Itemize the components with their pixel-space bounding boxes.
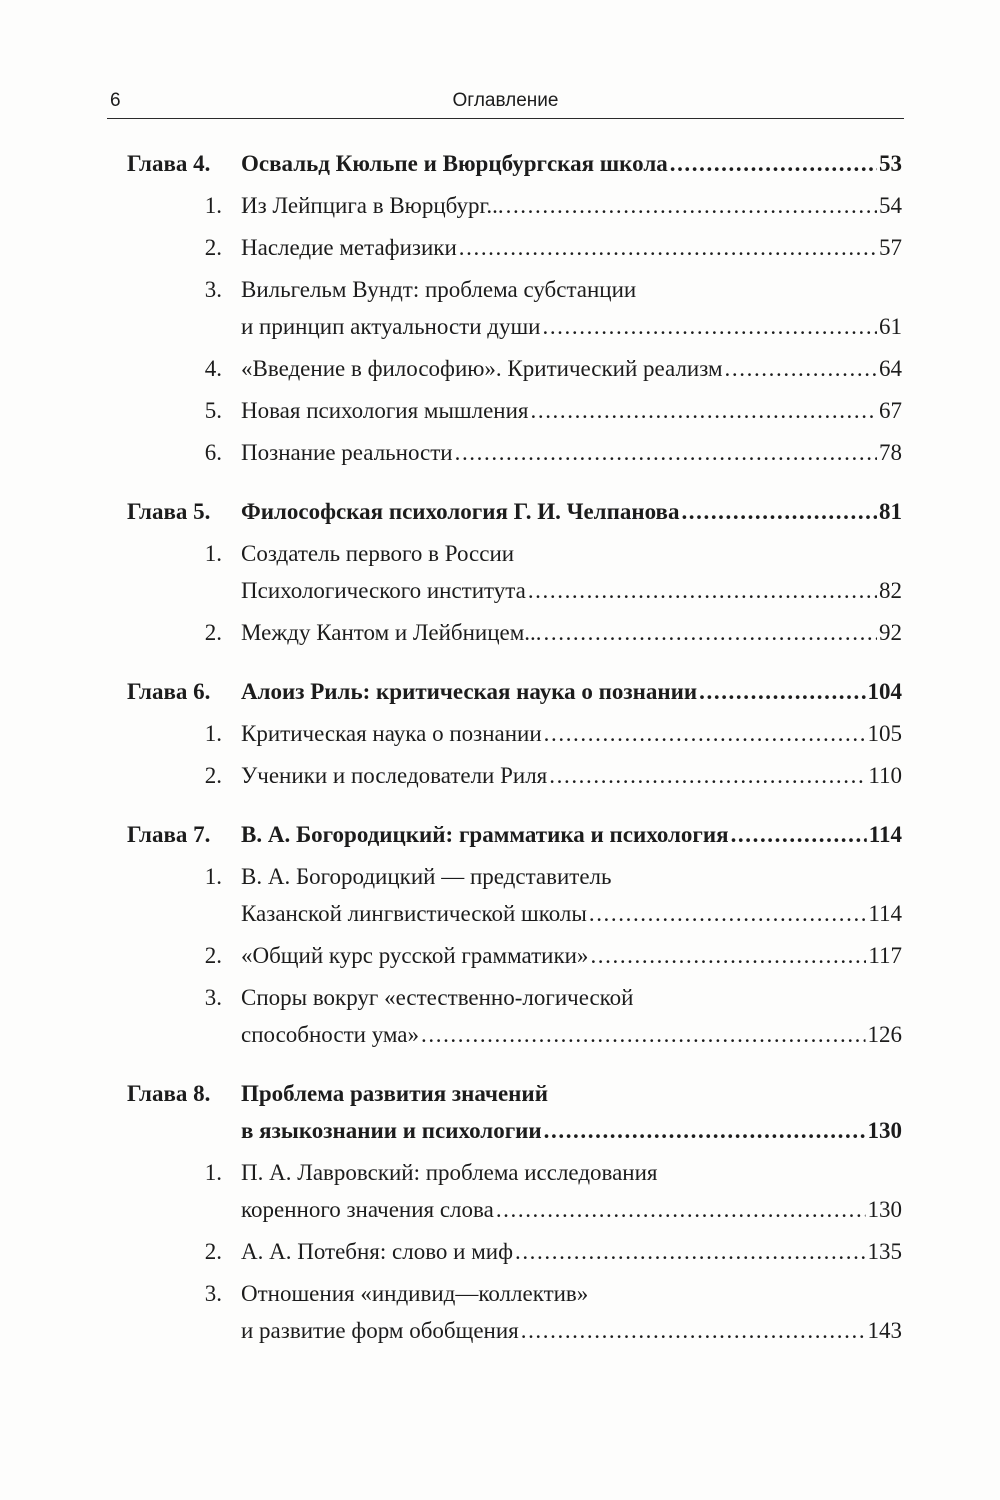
section-number: 3. <box>204 1281 222 1306</box>
dot-leader <box>528 572 877 609</box>
section-title: Из Лейпцига в Вюрцбург... <box>241 193 504 218</box>
chapter-8-entry <box>127 1075 902 1149</box>
section-page: 54 <box>879 193 902 218</box>
section-title-line: и принцип актуальности души <box>241 314 541 339</box>
dot-leader <box>544 715 866 752</box>
section-page: 82 <box>879 578 902 603</box>
section-title-line: способности ума» <box>241 1022 420 1047</box>
section-entry <box>127 1233 902 1270</box>
dot-leader <box>590 937 866 974</box>
section-entry <box>127 187 902 224</box>
section-entry <box>127 229 902 266</box>
chapter-title: Философская психология Г. И. Челпанова <box>241 499 680 524</box>
page-number: 6 <box>110 90 121 111</box>
dot-leader <box>459 229 877 266</box>
section-entry <box>127 535 902 609</box>
section-entry <box>127 937 902 974</box>
dot-leader <box>725 350 877 387</box>
section-title: А. А. Потебня: слово и миф <box>241 1239 513 1264</box>
dot-leader <box>455 434 877 471</box>
section-number: 6. <box>204 440 222 465</box>
section-page: 61 <box>879 314 902 339</box>
chapter-title: Освальд Кюльпе и Вюрцбургская школа <box>241 151 668 176</box>
chapter-number: Глава 8. <box>127 1081 211 1106</box>
section-entry <box>127 979 902 1053</box>
chapter-page: 114 <box>868 822 902 847</box>
dot-leader <box>496 1191 866 1228</box>
section-page: 64 <box>879 356 902 381</box>
chapter-page: 81 <box>879 499 902 524</box>
chapter-page: 53 <box>879 151 902 176</box>
section-title-line: Психологического института <box>241 578 526 603</box>
section-number: 5. <box>204 398 222 423</box>
section-title-line: П. А. Лавровский: проблема исследования <box>241 1160 658 1185</box>
dot-leader <box>506 187 877 224</box>
section-number: 3. <box>204 277 222 302</box>
dot-leader <box>589 895 866 932</box>
running-head-title: Оглавление <box>452 90 559 111</box>
section-number: 1. <box>204 541 222 566</box>
section-title: Наследие метафизики <box>241 235 457 260</box>
section-entry <box>127 858 902 932</box>
section-title-line: Споры вокруг «естественно-логической <box>241 985 634 1010</box>
section-number: 1. <box>204 864 222 889</box>
section-title: Критическая наука о познании <box>241 721 542 746</box>
section-number: 3. <box>204 985 222 1010</box>
section-title-line: Отношения «индивид—коллектив» <box>241 1281 589 1306</box>
section-number: 2. <box>204 1239 222 1264</box>
dot-leader <box>549 757 866 794</box>
dot-leader <box>731 816 867 853</box>
dot-leader <box>681 493 877 530</box>
chapter-number: Глава 4. <box>127 151 211 176</box>
section-title-line: Казанской лингвистической школы <box>241 901 587 926</box>
chapter-title: В. А. Богородицкий: грамматика и психология <box>241 822 729 847</box>
section-title: «Общий курс русской грамматики» <box>241 943 589 968</box>
section-number: 4. <box>204 356 222 381</box>
section-title-line: В. А. Богородицкий — представитель <box>241 864 612 889</box>
section-page: 105 <box>867 721 902 746</box>
section-number: 2. <box>204 943 222 968</box>
section-page: 117 <box>868 943 902 968</box>
dot-leader <box>515 1233 866 1270</box>
section-entry <box>127 434 902 471</box>
dot-leader <box>670 145 877 182</box>
section-page: 78 <box>879 440 902 465</box>
section-entry <box>127 614 902 651</box>
chapter-7-entry <box>127 816 902 853</box>
section-title: Ученики и последователи Риля <box>241 763 548 788</box>
section-number: 1. <box>204 721 222 746</box>
section-entry <box>127 1154 902 1228</box>
section-title: Между Кантом и Лейбницем... <box>241 620 542 645</box>
section-title-line: Создатель первого в России <box>241 541 515 566</box>
section-number: 1. <box>204 193 222 218</box>
dot-leader <box>531 392 878 429</box>
section-entry <box>127 715 902 752</box>
dot-leader <box>521 1312 866 1349</box>
section-page: 92 <box>879 620 902 645</box>
section-title-line: и развитие форм обобщения <box>241 1318 519 1343</box>
chapter-page: 130 <box>867 1118 902 1143</box>
section-number: 2. <box>204 235 222 260</box>
chapter-number: Глава 7. <box>127 822 211 847</box>
dot-leader <box>544 1112 866 1149</box>
chapter-5-entry <box>127 493 902 530</box>
section-entry <box>127 271 902 345</box>
dot-leader <box>699 673 865 710</box>
table-of-contents <box>127 145 902 1349</box>
chapter-4-entry <box>127 145 902 182</box>
dot-leader <box>542 308 877 345</box>
section-page: 135 <box>867 1239 902 1264</box>
chapter-title-line: в языкознании и психологии <box>241 1118 542 1143</box>
section-entry <box>127 350 902 387</box>
chapter-number: Глава 5. <box>127 499 211 524</box>
section-title-line: Вильгельм Вундт: проблема субстанции <box>241 277 637 302</box>
section-number: 2. <box>204 763 222 788</box>
section-page: 57 <box>879 235 902 260</box>
section-page: 114 <box>868 901 902 926</box>
section-page: 126 <box>867 1022 902 1047</box>
section-entry <box>127 757 902 794</box>
section-page: 67 <box>879 398 902 423</box>
section-title-line: коренного значения слова <box>241 1197 494 1222</box>
chapter-page: 104 <box>867 679 902 704</box>
section-number: 2. <box>204 620 222 645</box>
chapter-6-entry <box>127 673 902 710</box>
section-number: 1. <box>204 1160 222 1185</box>
section-title: Познание реальности <box>241 440 453 465</box>
chapter-title: Алоиз Риль: критическая наука о познании <box>241 679 698 704</box>
chapter-title-line: Проблема развития значений <box>241 1081 548 1106</box>
section-title: «Введение в философию». Критический реализм <box>241 356 723 381</box>
dot-leader <box>544 614 877 651</box>
section-page: 143 <box>867 1318 902 1343</box>
section-page: 110 <box>868 763 902 788</box>
section-entry <box>127 392 902 429</box>
running-head <box>107 88 904 119</box>
dot-leader <box>421 1016 865 1053</box>
section-title: Новая психология мышления <box>241 398 529 423</box>
section-page: 130 <box>867 1197 902 1222</box>
section-entry <box>127 1275 902 1349</box>
chapter-number: Глава 6. <box>127 679 211 704</box>
